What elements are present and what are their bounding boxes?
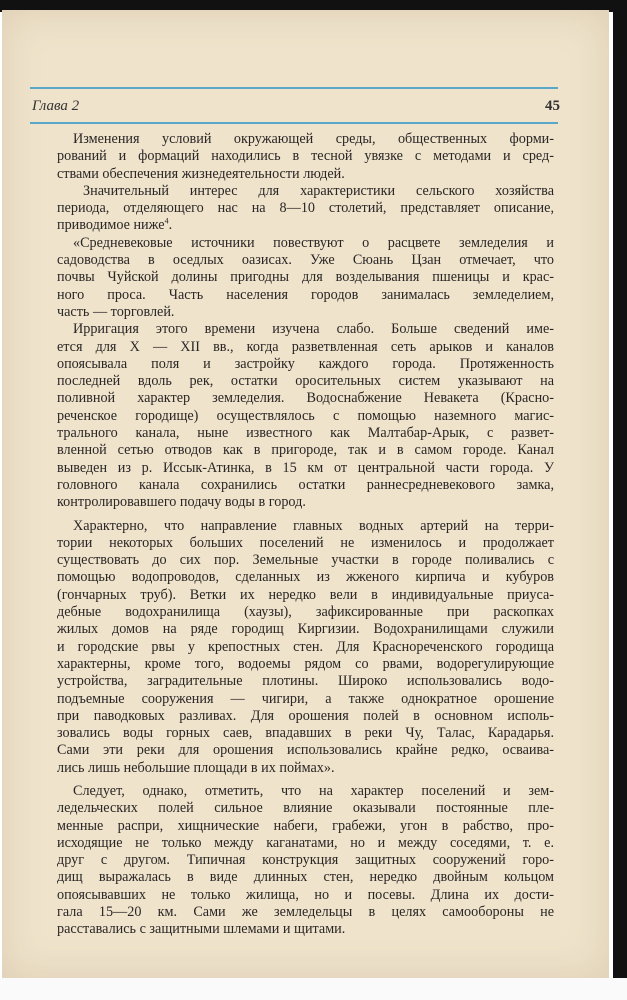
text-line: ледельческих полей сильное влияние оказывали постоянные пле- — [57, 800, 554, 817]
text-line: вленной сетью отводов как в пригороде, так и в самом городе. Канал — [57, 442, 554, 459]
text-line: характерны, кроме того, водоемы рядом со рвами, водорегулирующие — [57, 655, 554, 672]
header-rule-top — [30, 87, 558, 89]
text-line: Следует, однако, отметить, что на характер поселений и зем- — [73, 782, 554, 799]
text-line: «Средневековые источники повествуют о расцвете земледелия и — [73, 234, 554, 251]
quote-intro-suffix: . — [168, 217, 173, 234]
text-line: Значительный интерес для характеристики сельского хозяйства — [83, 182, 554, 199]
text-line: зовались воды горных саев, впадавших в реки Чу, Талас, Карадарья. — [57, 725, 554, 742]
quote-intro-text: приводимое ниже — [57, 217, 165, 234]
text-line: часть — торговлей. — [57, 303, 175, 320]
text-line: почвы Чуйской долины пригодны для возделывания пшеницы и крас- — [57, 269, 554, 286]
text-line: садоводства в оседлых оазисах. Уже Сюань Цзан отмечает, что — [57, 252, 554, 269]
text-line: помощью водопроводов, сделанных из жженого кирпича и кубуров — [57, 569, 554, 586]
text-line: ется для X — XII вв., когда разветвленная сеть арыков и каналов — [57, 338, 554, 355]
text-line: Сами эти реки для орошения использовались крайне редко, осваива- — [57, 742, 554, 759]
text-line: тории некоторых больших поселений не изменилось и продолжает — [57, 534, 554, 551]
text-line: друг с другом. Типичная конструкция защитных сооружений горо- — [57, 852, 554, 869]
text-line: опоясывала поля и застройку каждого города. Протяженность — [57, 355, 554, 372]
text-line: и городские рвы у крепостных стен. Для Краснореченского городища — [57, 638, 554, 655]
text-line: устройства, заградительные плотины. Широко использовались водо- — [57, 673, 554, 690]
text-line: ствами обеспечения жизнедеятельности людей. — [57, 165, 345, 182]
text-line: реченское городище) осуществлялось с помощью наземного магис- — [57, 407, 554, 424]
text-line: жилых домов на ряде городищ Киргизии. Водохранилищами служили — [57, 621, 554, 638]
page-number: 45 — [545, 98, 560, 114]
running-head — [32, 98, 560, 118]
chapter-title: Глава 2 — [32, 98, 80, 114]
text-line: исходящие не только между каганатами, но и между соседями, т. е. — [57, 834, 554, 851]
text-line: трального канала, ныне известного как Малтабар-Арык, с развет- — [57, 425, 554, 442]
text-line: Изменения условий окружающей среды, общественных форми- — [73, 131, 554, 147]
text-line: периода, отделяющего нас на 8—10 столетий, представляет описание, — [57, 200, 554, 217]
text-line: последней вдоль рек, остатки оросительных систем указывают на — [57, 373, 554, 390]
text-line: выведен из р. Иссык-Атинка, в 15 км от центральной части города. У — [57, 459, 554, 476]
text-line: при паводковых разливах. Для орошения полей в основном исполь- — [57, 707, 554, 724]
text-line: расставались с защитными шлемами и щитами. — [57, 921, 346, 938]
scan-border-right — [613, 0, 627, 985]
footnote-ref: 4 — [164, 216, 169, 226]
text-line: контролировавшего подачу воды в город. — [57, 494, 306, 511]
text-line: головного канала сохранились остатки раннесредневекового замка, — [57, 476, 554, 493]
text-line-quote-intro — [57, 217, 554, 234]
body-text — [57, 131, 554, 939]
text-line: поливной характер земледелия. Водоснабжение Невакета (Красно- — [57, 390, 554, 407]
text-line: менные распри, хищнические набеги, грабежи, угон в рабство, про- — [57, 817, 554, 834]
text-line: дищ выражалась в виде длинных стен, нередко двойным кольцом — [57, 869, 554, 886]
text-line: (гончарных труб). Ветки их нередко вели в индивидуальные приуса- — [57, 586, 554, 603]
text-line: Ирригация этого времени изучена слабо. Больше сведений име- — [73, 321, 554, 338]
text-line: дебные водохранилища (хаузы), зафиксированные при раскопках — [57, 604, 554, 621]
text-line: ного проса. Часть населения городов занималась земледелием, — [57, 286, 554, 303]
text-line: опоясывавших не только жилища, но и посевы. Длина их дости- — [57, 886, 554, 903]
text-line: гала 15—20 км. Сами же земледельцы в целях самообороны не — [57, 904, 554, 921]
text-line: Характерно, что направление главных водных артерий на терри- — [73, 517, 554, 534]
text-line: подъемные сооружения — чигири, а также однократное орошение — [57, 690, 554, 707]
text-line: существовать до сих пор. Земельные участки в городе поливались с — [57, 552, 554, 569]
text-line: рований и формаций находились в тесной увязке с методами и сред- — [57, 148, 554, 165]
scan-margin-bottom — [0, 978, 627, 1000]
header-rule-bottom — [30, 122, 558, 124]
text-line: лись лишь небольшие площади в их поймах». — [57, 759, 335, 776]
